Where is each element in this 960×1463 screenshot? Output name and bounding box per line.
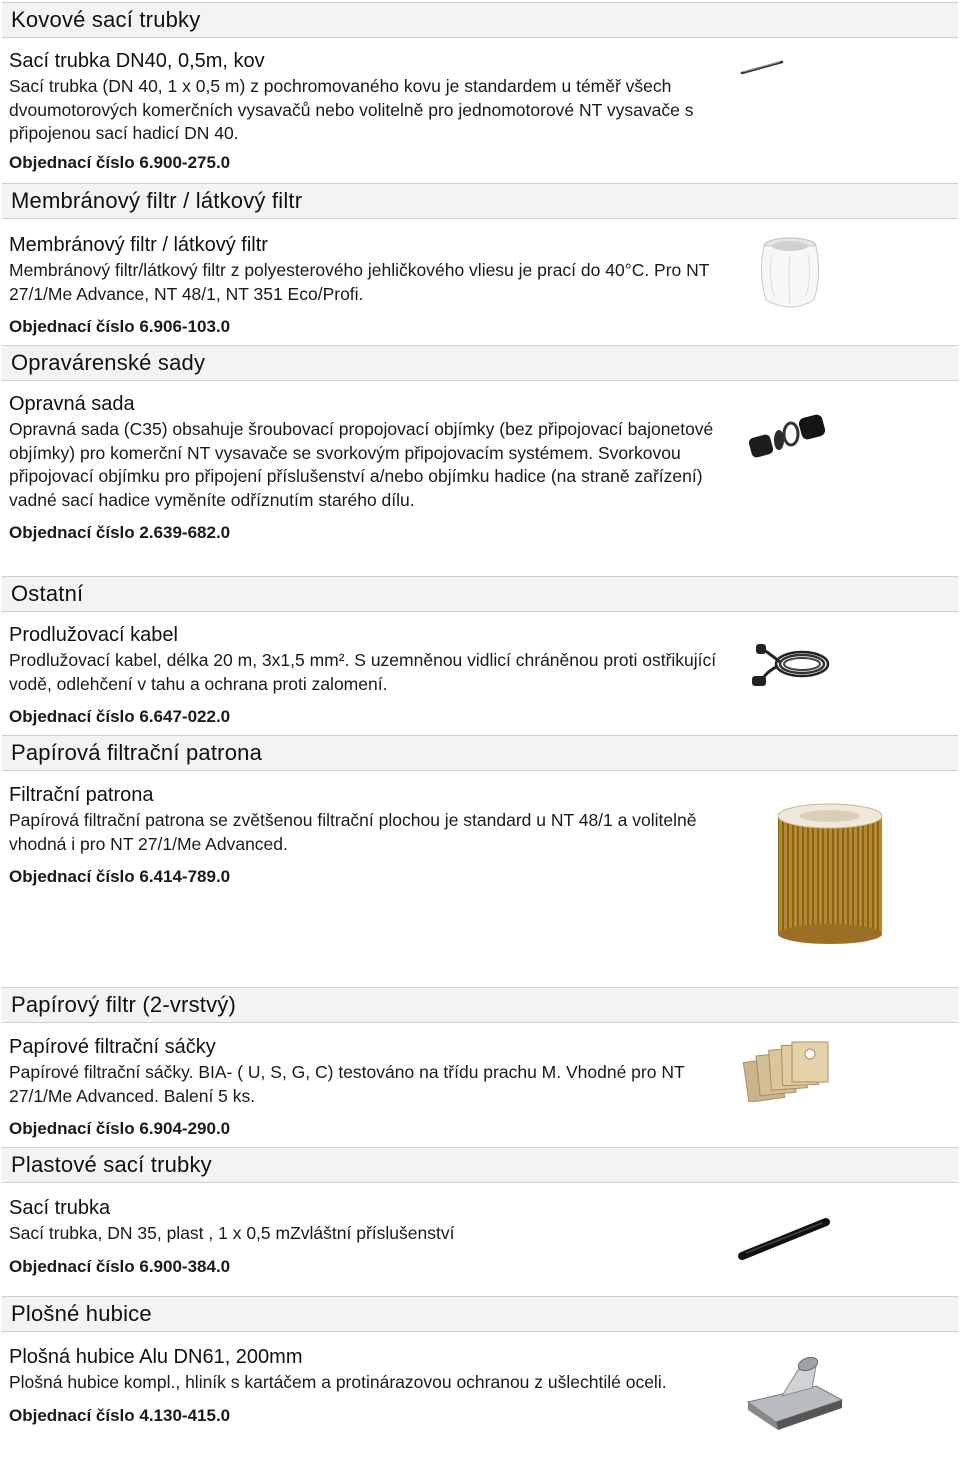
section-heading-text: Opravárenské sady bbox=[11, 350, 206, 375]
product-description: Prodlužovací kabel, délka 20 m, 3x1,5 mm². S uzemněnou vidlicí chráněnou proti ostřikující vodě, odlehčení v tahu a ochrana proti zalomení. bbox=[9, 650, 717, 694]
product-item bbox=[9, 1035, 729, 1140]
section-heading-text: Papírový filtr (2-vrstvý) bbox=[11, 992, 237, 1017]
section-heading-text: Plošné hubice bbox=[11, 1301, 152, 1326]
product-description: Papírové filtrační sáčky. BIA- ( U, S, G, C) testováno na třídu prachu M. Vhodné pro NT 27/1/Me Advanced. Balení 5 ks. bbox=[9, 1062, 685, 1106]
product-item bbox=[9, 623, 729, 728]
product-item bbox=[9, 783, 729, 888]
metal-suction-tube-icon bbox=[740, 58, 785, 76]
product-title: Filtrační patrona bbox=[9, 784, 154, 806]
order-number: Objednací číslo 6.904-290.0 bbox=[9, 1119, 231, 1138]
floor-nozzle-icon bbox=[742, 1350, 852, 1430]
product-title: Papírové filtrační sáčky bbox=[9, 1036, 216, 1058]
order-number: Objednací číslo 6.906-103.0 bbox=[9, 317, 231, 336]
plastic-suction-tube-icon bbox=[738, 1216, 830, 1262]
paper-filter-bags-icon bbox=[742, 1040, 832, 1102]
order-number: Objednací číslo 6.900-384.0 bbox=[9, 1256, 231, 1276]
product-title: Sací trubka DN40, 0,5m, kov bbox=[9, 50, 265, 72]
product-title: Opravná sada bbox=[9, 393, 135, 415]
section-heading-plastic-tubes bbox=[2, 1147, 958, 1183]
section-heading-paper-cartridge bbox=[2, 735, 958, 771]
section-heading-text: Papírová filtrační patrona bbox=[11, 740, 263, 765]
product-description: Sací trubka (DN 40, 1 x 0,5 m) z pochromovaného kovu je standardem u téměř všech dvoumotorových komerčních vysavačů nebo volitelně pro jednomotorové NT vysavače s připojenou sací hadicí DN 40. bbox=[9, 76, 694, 143]
fabric-filter-icon bbox=[752, 234, 828, 312]
order-number: Objednací číslo 2.639-682.0 bbox=[9, 523, 231, 542]
product-title: Membránový filtr / látkový filtr bbox=[9, 234, 268, 256]
cartridge-filter-icon bbox=[772, 800, 888, 948]
product-item bbox=[9, 1345, 729, 1427]
product-item bbox=[9, 233, 729, 338]
product-description: Papírová filtrační patrona se zvětšenou filtrační plochou je standard u NT 48/1 a volitelně vhodná i pro NT 27/1/Me Advanced. bbox=[9, 810, 697, 854]
product-description: Sací trubka, DN 35, plast , 1 x 0,5 mZvláštní příslušenství bbox=[9, 1223, 455, 1243]
product-item bbox=[9, 392, 729, 544]
section-heading-text: Membránový filtr / látkový filtr bbox=[11, 188, 303, 213]
product-item bbox=[9, 49, 729, 174]
product-description: Opravná sada (C35) obsahuje šroubovací propojovací objímky (bez připojovací bajonetové objímky) pro komerční NT vysavače se svorkovým připojovacím systémem. Svorkovou připojovací objímku pro připojení příslušenství a/nebo objímku hadice (na straně zařízení) vadné sací hadice vyměníte odříznutím starého dílu. bbox=[9, 419, 714, 510]
section-heading-text: Ostatní bbox=[11, 581, 84, 606]
product-item bbox=[9, 1196, 729, 1278]
product-title: Prodlužovací kabel bbox=[9, 624, 178, 646]
product-title: Plošná hubice Alu DN61, 200mm bbox=[9, 1346, 303, 1368]
section-heading-text: Kovové sací trubky bbox=[11, 7, 201, 32]
section-heading-text: Plastové sací trubky bbox=[11, 1152, 212, 1177]
product-title: Sací trubka bbox=[9, 1197, 111, 1219]
order-number: Objednací číslo 4.130-415.0 bbox=[9, 1405, 231, 1425]
extension-cable-icon bbox=[746, 640, 832, 692]
order-number: Objednací číslo 6.414-789.0 bbox=[9, 867, 231, 886]
product-description: Membránový filtr/látkový filtr z polyesterového jehličkového vliesu je prací do 40°C. Pro NT 27/1/Me Advance, NT 48/1, NT 351 Eco/Profi. bbox=[9, 260, 710, 304]
section-heading-membrane-filter bbox=[2, 183, 958, 219]
section-heading-paper-filter bbox=[2, 987, 958, 1023]
repair-kit-rings-icon bbox=[746, 410, 830, 462]
section-heading-other bbox=[2, 576, 958, 612]
section-heading-floor-nozzles bbox=[2, 1296, 958, 1332]
section-heading-repair-kits bbox=[2, 345, 958, 381]
product-description: Plošná hubice kompl., hliník s kartáčem a protinárazovou ochranou z ušlechtilé oceli. bbox=[9, 1372, 667, 1392]
order-number: Objednací číslo 6.647-022.0 bbox=[9, 707, 231, 726]
order-number: Objednací číslo 6.900-275.0 bbox=[9, 152, 231, 172]
section-heading-metal-tubes bbox=[2, 2, 958, 38]
